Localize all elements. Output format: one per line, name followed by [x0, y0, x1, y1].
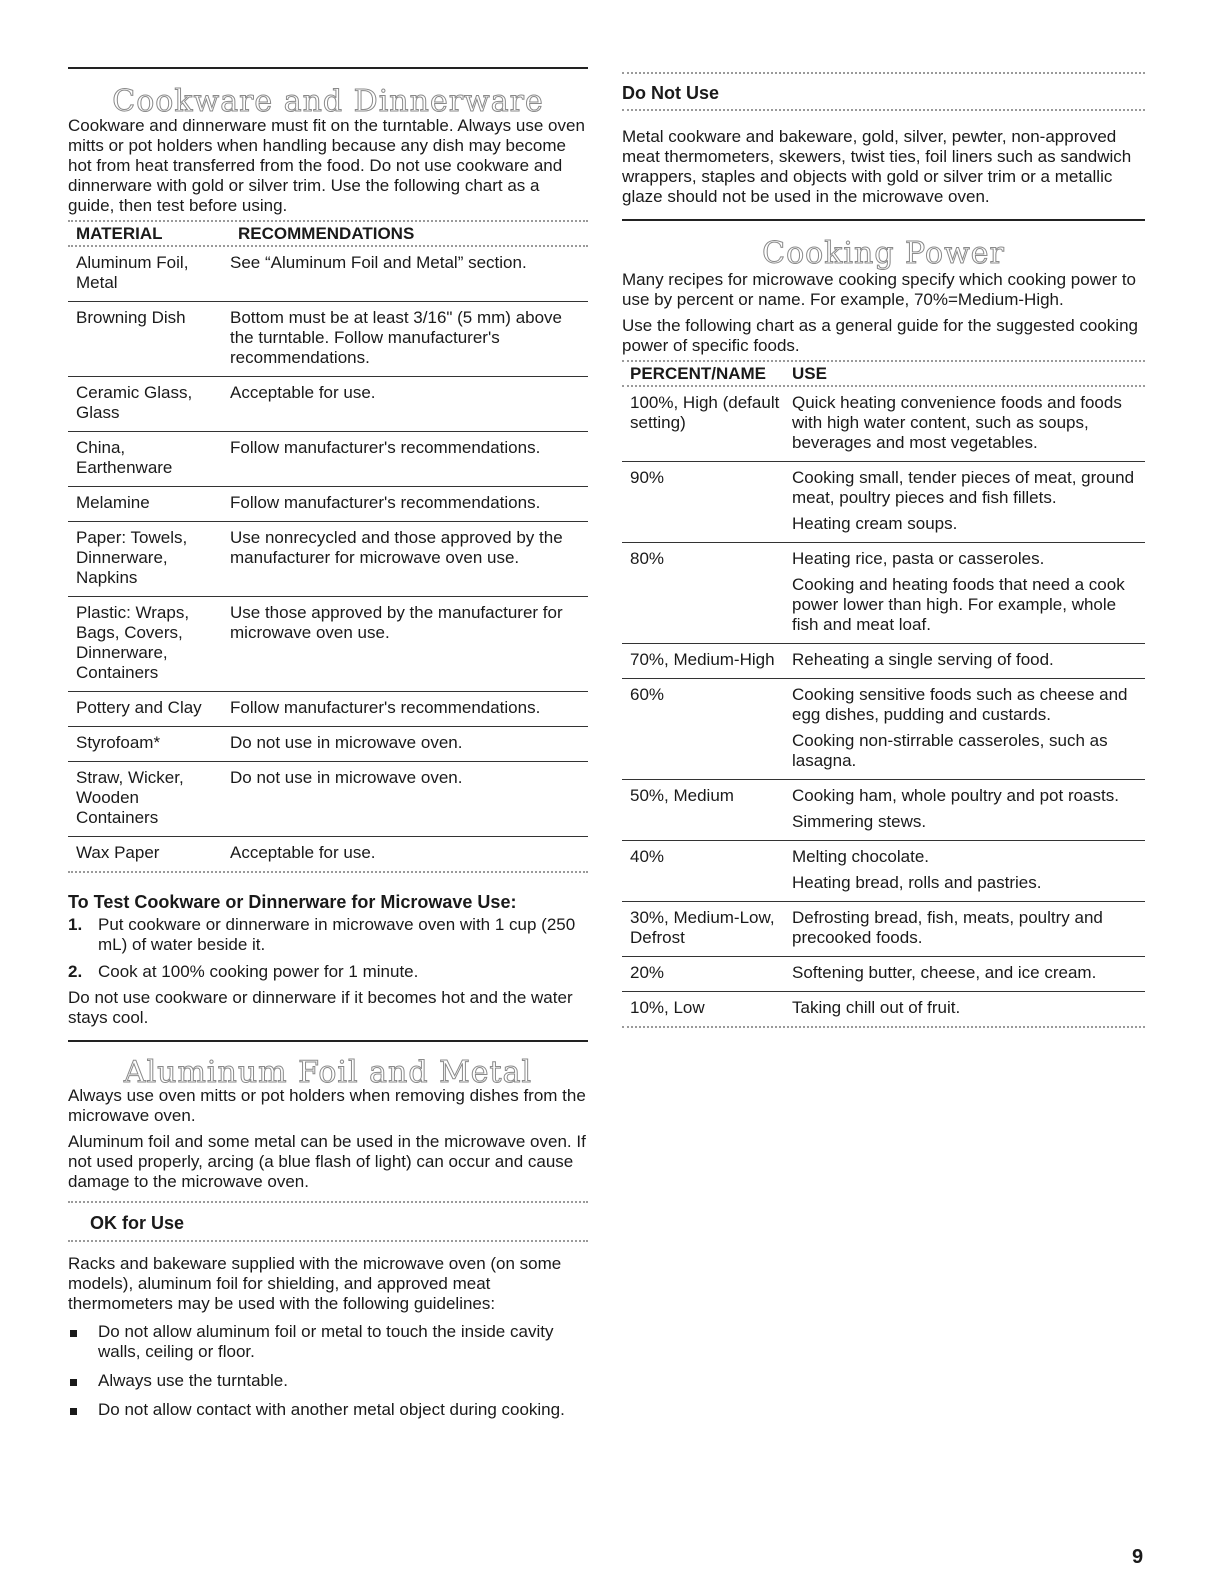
subsection-dotted-rule: [68, 1201, 588, 1203]
row-description: [792, 786, 1145, 832]
row-label: 50%, Medium: [630, 786, 734, 805]
material-table-row: [68, 837, 588, 871]
row-description-line: Simmering stews.: [792, 812, 927, 831]
row-description: [230, 733, 588, 753]
left-column: [68, 0, 588, 1420]
percent-name-header: PERCENT/NAME: [630, 364, 767, 383]
row-description-line: See “Aluminum Foil and Metal” section.: [230, 253, 527, 272]
ok-for-use-bullets: [68, 1322, 588, 1420]
row-label: Styrofoam*: [76, 733, 161, 752]
row-description-line: Defrosting bread, fish, meats, poultry and precooked foods.: [792, 908, 1103, 947]
material-table-row: [68, 487, 588, 522]
row-label: 60%: [630, 685, 665, 704]
row-label: 100%, High (default setting): [630, 393, 780, 432]
row-description: [792, 549, 1145, 635]
row-description: [230, 308, 588, 368]
row-description-line: Cooking sensitive foods such as cheese and egg dishes, pudding and custards.: [792, 685, 1128, 724]
cooking-power-table-row: [622, 902, 1145, 957]
bullet-icon: [70, 1330, 77, 1337]
row-label: Straw, Wicker, Wooden Containers: [76, 768, 184, 827]
cooking-power-paragraph-2: Use the following chart as a general guide for the suggested cooking power of specific foods.: [622, 316, 1138, 355]
row-description-line: Do not use in microwave oven.: [230, 768, 463, 787]
test-steps: [68, 915, 588, 982]
row-description-line: Cooking ham, whole poultry and pot roasts.: [792, 786, 1119, 805]
material-table-row: [68, 302, 588, 377]
row-description-line: Follow manufacturer's recommendations.: [230, 438, 541, 457]
test-title: To Test Cookware or Dinnerware for Microwave Use:: [68, 892, 517, 912]
cooking-power-table-row: [622, 992, 1145, 1026]
row-description-line: Reheating a single serving of food.: [792, 650, 1054, 669]
cooking-power-table-row: [622, 387, 1145, 462]
row-label: Ceramic Glass, Glass: [76, 383, 193, 422]
row-description-line: Cooking and heating foods that need a cook power lower than high. For example, whole fish and meat loaf.: [792, 575, 1125, 634]
bullet-text: Always use the turntable.: [98, 1371, 288, 1390]
row-description-line: Follow manufacturer's recommendations.: [230, 698, 541, 717]
row-label: Plastic: Wraps, Bags, Covers, Dinnerware, Containers: [76, 603, 190, 682]
cooking-power-table-row: [622, 841, 1145, 902]
cooking-power-table-row: [622, 644, 1145, 679]
material-table-row: [68, 522, 588, 597]
material-table-row: [68, 727, 588, 762]
material-table-row: [68, 762, 588, 837]
cooking-power-table-row: [622, 957, 1145, 992]
material-table-row: [68, 377, 588, 432]
row-description: [792, 847, 1145, 893]
do-not-use-title: Do Not Use: [622, 83, 720, 103]
test-step: [68, 915, 588, 955]
cookware-heading: Cookware and Dinnerware: [112, 84, 544, 119]
row-label: 70%, Medium-High: [630, 650, 775, 669]
row-description-line: Use those approved by the manufacturer for microwave oven use.: [230, 603, 563, 642]
row-label: 80%: [630, 549, 665, 568]
row-description-line: Melting chocolate.: [792, 847, 930, 866]
subsection-dotted-rule: [68, 1240, 588, 1242]
row-label: 30%, Medium-Low, Defrost: [630, 908, 775, 947]
row-label: Browning Dish: [76, 308, 186, 327]
row-label: China, Earthenware: [76, 438, 173, 477]
row-description-line: Acceptable for use.: [230, 383, 376, 402]
bullet-item: [68, 1371, 588, 1391]
ok-for-use-title: OK for Use: [90, 1213, 185, 1233]
bullet-icon: [70, 1408, 77, 1415]
row-description: [230, 768, 588, 828]
material-table-row: [68, 597, 588, 692]
row-description: [792, 908, 1145, 948]
row-description-line: Acceptable for use.: [230, 843, 376, 862]
material-table-header: [68, 222, 588, 245]
row-description: [230, 843, 588, 863]
cooking-power-table: [622, 362, 1145, 1026]
bullet-text: Do not allow aluminum foil or metal to touch the inside cavity walls, ceiling or floor.: [98, 1322, 554, 1361]
cooking-power-table-header: [622, 362, 1145, 385]
cooking-power-table-row: [622, 543, 1145, 644]
row-description: [230, 528, 588, 588]
row-description: [230, 493, 588, 513]
table-dotted-rule: [68, 871, 588, 873]
bullet-icon: [70, 1379, 77, 1386]
row-label: Aluminum Foil, Metal: [76, 253, 189, 292]
row-description: [230, 383, 588, 423]
cooking-power-table-row: [622, 780, 1145, 841]
section-rule: [68, 67, 588, 69]
row-description-line: Use nonrecycled and those approved by the manufacturer for microwave oven use.: [230, 528, 563, 567]
row-description: [792, 963, 1145, 983]
table-dotted-rule: [622, 1026, 1145, 1028]
row-label: Paper: Towels, Dinnerware, Napkins: [76, 528, 188, 587]
row-label: Wax Paper: [76, 843, 160, 862]
step-number: 1.: [68, 915, 83, 934]
cooking-power-heading: Cooking Power: [762, 236, 1005, 271]
row-description: [230, 438, 588, 478]
row-label: 10%, Low: [630, 998, 705, 1017]
ok-for-use-text: Racks and bakeware supplied with the microwave oven (on some models), aluminum foil for shielding, and approved meat thermometers may be used with the following guidelines:: [68, 1254, 562, 1313]
material-header: MATERIAL: [76, 224, 163, 243]
row-description-line: Cooking small, tender pieces of meat, ground meat, poultry pieces and fish fillets.: [792, 468, 1135, 507]
row-description: [792, 393, 1145, 453]
row-label: 90%: [630, 468, 665, 487]
row-description-line: Quick heating convenience foods and foods with high water content, such as soups, beverages and most vegetables.: [792, 393, 1122, 452]
row-description-line: Heating bread, rolls and pastries.: [792, 873, 1042, 892]
row-description-line: Heating cream soups.: [792, 514, 958, 533]
row-label: Pottery and Clay: [76, 698, 202, 717]
page-number: 9: [1132, 1546, 1144, 1568]
row-description: [230, 253, 588, 293]
row-description: [792, 468, 1145, 534]
row-description: [792, 998, 1145, 1018]
cooking-power-paragraph-1: Many recipes for microwave cooking specify which cooking power to use by percent or name. For example, 70%=Medium-High.: [622, 270, 1137, 309]
foil-paragraph-2: Aluminum foil and some metal can be used in the microwave oven. If not used properly, arcing (a blue flash of light) can occur and cause damage to the microwave oven.: [68, 1132, 586, 1191]
step-text: Cook at 100% cooking power for 1 minute.: [98, 962, 419, 981]
row-description-line: Follow manufacturer's recommendations.: [230, 493, 541, 512]
foil-heading: Aluminum Foil and Metal: [123, 1055, 533, 1090]
section-rule: [622, 219, 1145, 221]
row-description: [230, 698, 588, 718]
section-rule: [68, 1040, 588, 1042]
row-description-line: Cooking non-stirrable casseroles, such as lasagna.: [792, 731, 1108, 770]
bullet-text: Do not allow contact with another metal object during cooking.: [98, 1400, 565, 1419]
row-description: [792, 650, 1145, 670]
test-step: [68, 962, 588, 982]
bullet-item: [68, 1322, 588, 1362]
test-note: Do not use cookware or dinnerware if it becomes hot and the water stays cool.: [68, 988, 573, 1027]
material-table-row: [68, 692, 588, 727]
material-table: [68, 222, 588, 871]
row-label: 20%: [630, 963, 665, 982]
row-label: Melamine: [76, 493, 150, 512]
row-description: [230, 603, 588, 683]
do-not-use-text: Metal cookware and bakeware, gold, silver, pewter, non-approved meat thermometers, skewers, twist ties, foil liners such as sandwich wrappers, staples and objects with gold or silver trim or a metallic glaze should not be used in the microwave oven.: [622, 127, 1132, 206]
right-column: [622, 0, 1145, 1028]
recommendations-header: RECOMMENDATIONS: [238, 224, 415, 243]
row-label: 40%: [630, 847, 665, 866]
material-table-row: [68, 432, 588, 487]
foil-paragraph-1: Always use oven mitts or pot holders when removing dishes from the microwave oven.: [68, 1086, 586, 1125]
row-description-line: Taking chill out of fruit.: [792, 998, 961, 1017]
subsection-dotted-rule: [622, 109, 1145, 111]
cooking-power-table-row: [622, 679, 1145, 780]
bullet-item: [68, 1400, 588, 1420]
row-description: [792, 685, 1145, 771]
use-header: USE: [792, 364, 827, 383]
row-description-line: Bottom must be at least 3/16" (5 mm) above the turntable. Follow manufacturer's recommendations.: [230, 308, 563, 367]
step-text: Put cookware or dinnerware in microwave oven with 1 cup (250 mL) of water beside it.: [98, 915, 576, 954]
cooking-power-table-row: [622, 462, 1145, 543]
row-description-line: Do not use in microwave oven.: [230, 733, 463, 752]
subsection-dotted-rule: [622, 72, 1145, 74]
cookware-intro: Cookware and dinnerware must fit on the turntable. Always use oven mitts or pot holders when handling because any dish may become hot from heat transferred from the food. Do not use cookware and dinnerware with gold or silver trim. Use the following chart as a guide, then test before using.: [68, 116, 585, 215]
material-table-row: [68, 247, 588, 302]
row-description-line: Softening butter, cheese, and ice cream.: [792, 963, 1097, 982]
row-description-line: Heating rice, pasta or casseroles.: [792, 549, 1045, 568]
step-number: 2.: [68, 962, 83, 981]
